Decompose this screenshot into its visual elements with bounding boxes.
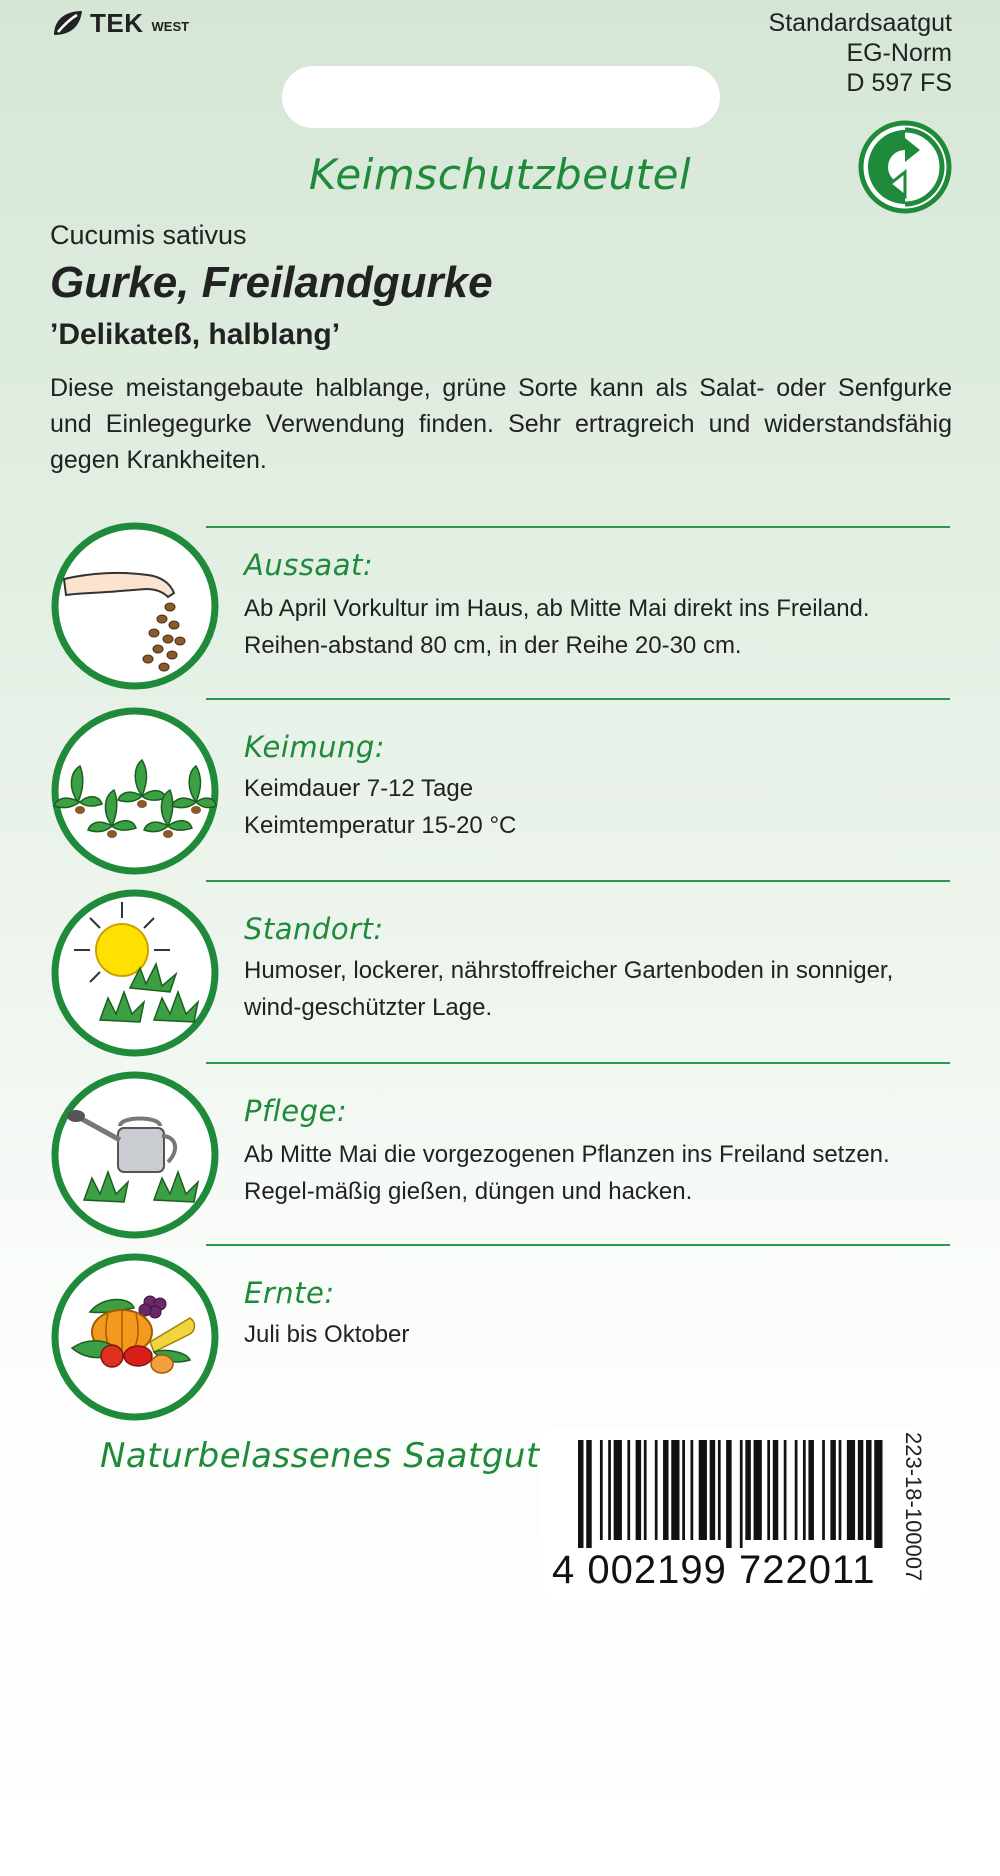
green-dot-icon (858, 120, 952, 214)
variety-name: ’Delikateß, halblang’ (50, 318, 341, 351)
barcode-bar (808, 1440, 813, 1540)
barcode-bar (830, 1440, 835, 1540)
standard-line-2: EG-Norm (846, 39, 952, 67)
barcode-bar (839, 1440, 842, 1540)
article-code: 223-18-100007 (901, 1432, 926, 1582)
sun-plants-icon (50, 888, 220, 1058)
standard-line-3: D 597 FS (846, 69, 952, 97)
barcode-bar (586, 1440, 591, 1548)
barcode-bar (858, 1440, 863, 1540)
standard-line-1: Standardsaatgut (768, 9, 952, 37)
watering-can-icon (50, 1070, 220, 1240)
section-text-ernte: Juli bis Oktober (244, 1321, 410, 1348)
barcode-bar (754, 1440, 762, 1540)
section-title-keimung: Keimung: (244, 730, 386, 764)
barcode-bar (847, 1440, 855, 1540)
barcode-bar (671, 1440, 679, 1540)
barcode-bar (627, 1440, 630, 1540)
barcode-bar (655, 1440, 658, 1540)
barcode-bar (795, 1440, 798, 1540)
barcode-bar (784, 1440, 787, 1540)
barcode-bar (614, 1440, 622, 1540)
seedlings-icon (50, 706, 220, 876)
barcode-bar (699, 1440, 707, 1540)
barcode-bar (578, 1440, 583, 1548)
brand-name: TEK (90, 8, 144, 38)
barcode (578, 1440, 888, 1548)
barcode-bar (644, 1440, 647, 1540)
leaf-icon (50, 9, 84, 39)
barcode-number: 4 002199 722011 (552, 1548, 876, 1592)
barcode-bar (690, 1440, 693, 1540)
section-title-pflege: Pflege: (244, 1094, 348, 1128)
keimtemperatur-line: Keimtemperatur 15-20 °C (244, 812, 517, 839)
keimdauer-line: Keimdauer 7-12 Tage (244, 775, 474, 802)
harvest-vegetables-icon (50, 1252, 220, 1422)
section-title-standort: Standort: (244, 912, 384, 946)
barcode-bar (600, 1440, 603, 1540)
brand-suffix: WEST (151, 19, 190, 34)
sowing-hand-icon (50, 521, 220, 691)
brand-logo (50, 8, 189, 39)
barcode-bar (718, 1440, 721, 1540)
barcode-bar (874, 1440, 882, 1548)
barcode-bar (710, 1440, 715, 1540)
blank-label-box (282, 66, 720, 128)
barcode-bar (745, 1440, 750, 1540)
barcode-bar (663, 1440, 668, 1540)
section-text-standort: Humoser, lockerer, nährstoffreicher Gartenboden in sonniger, wind-geschützter Lage. (244, 957, 894, 1021)
section-divider (206, 1062, 950, 1064)
section-divider (206, 526, 950, 528)
barcode-bar (822, 1440, 825, 1540)
section-title-ernte: Ernte: (244, 1276, 335, 1310)
section-divider (206, 880, 950, 882)
barcode-bar (608, 1440, 611, 1540)
keimschutz-title: Keimschutzbeutel (308, 150, 692, 199)
product-description: Diese meistangebaute halblange, grüne Sorte kann als Salat- oder Senfgurke und Einlegegurke Verwendung finden. Sehr ertragreich und widerstandsfähig gegen Krankheiten. (50, 374, 952, 474)
section-title-aussaat: Aussaat: (244, 548, 374, 582)
section-divider (206, 1244, 950, 1246)
latin-name: Cucumis sativus (50, 220, 247, 250)
barcode-bar (773, 1440, 778, 1540)
barcode-bar (866, 1440, 871, 1540)
natural-seed-label: Naturbelassenes Saatgut (100, 1436, 540, 1476)
barcode-bar (740, 1440, 743, 1548)
barcode-bar (636, 1440, 641, 1540)
section-text-pflege: Ab Mitte Mai die vorgezogenen Pflanzen ins Freiland setzen. Regel-mäßig gießen, düngen und hacken. (244, 1141, 890, 1205)
section-text-keimung (244, 770, 954, 844)
barcode-bar (803, 1440, 806, 1540)
barcode-bar (726, 1440, 731, 1548)
barcode-bar (767, 1440, 770, 1540)
product-name: Gurke, Freilandgurke (50, 258, 493, 307)
barcode-bar (682, 1440, 685, 1540)
standard-info (769, 8, 952, 98)
section-text-aussaat: Ab April Vorkultur im Haus, ab Mitte Mai direkt ins Freiland. Reihen-abstand 80 cm, in der Reihe 20-30 cm. (244, 595, 870, 659)
section-divider (206, 698, 950, 700)
